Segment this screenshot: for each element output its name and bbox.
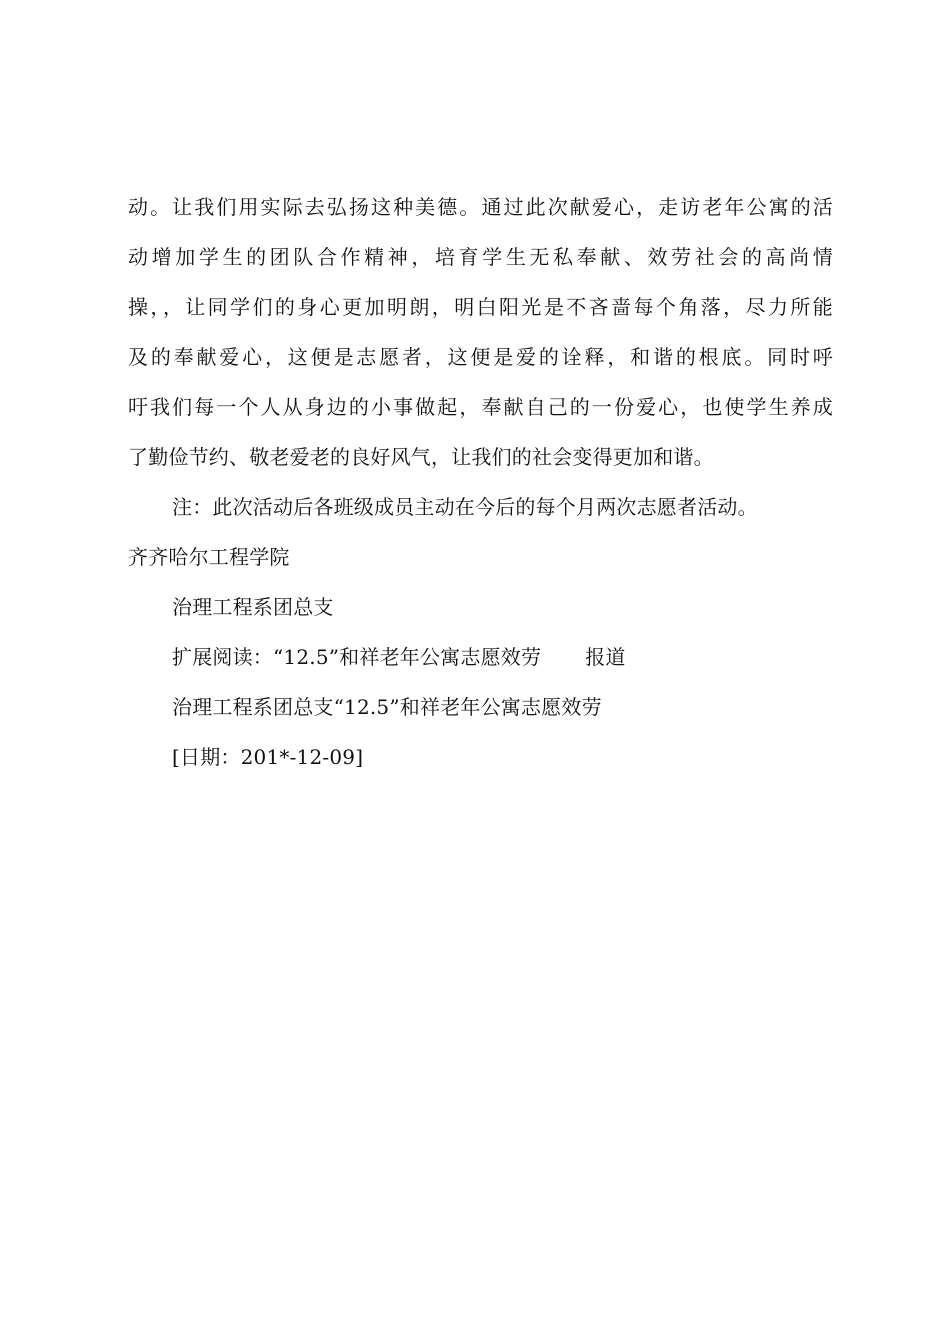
- department-name: 治理工程系团总支: [172, 595, 334, 619]
- report-date: [日期：201*-12-09]: [172, 745, 364, 769]
- extended-reading-label: 扩展阅读：“12.5”和祥老年公寓志愿效劳: [172, 645, 542, 669]
- paragraph-line-1: 动。让我们用实际去弘扬这种美德。通过此次献爱心，走访老年公寓的活: [128, 195, 833, 219]
- extended-reading-line: [172, 645, 626, 670]
- paragraph-line-4: 及的奉献爱心，这便是志愿者，这便是爱的诠释，和谐的根底。同时呼: [128, 345, 833, 369]
- report-title: 治理工程系团总支“12.5”和祥老年公寓志愿效劳: [172, 695, 602, 719]
- note-text: 注：此次活动后各班级成员主动在今后的每个月两次志愿者活动。: [172, 495, 758, 519]
- paragraph-line-3: 操，，让同学们的身心更加明朗，明白阳光是不吝啬每个角落，尽力所能: [128, 295, 833, 319]
- paragraph-line-5: 吁我们每一个人从身边的小事做起，奉献自己的一份爱心，也使学生养成: [128, 395, 833, 419]
- paragraph-line-6: 了勤俭节约、敬老爱老的良好风气，让我们的社会变得更加和谐。: [128, 445, 714, 469]
- paragraph-line-2: 动增加学生的团队合作精神，培育学生无私奉献、效劳社会的高尚情: [128, 245, 833, 269]
- extended-reading-suffix: 报道: [585, 645, 626, 669]
- institution-name: 齐齐哈尔工程学院: [128, 545, 290, 569]
